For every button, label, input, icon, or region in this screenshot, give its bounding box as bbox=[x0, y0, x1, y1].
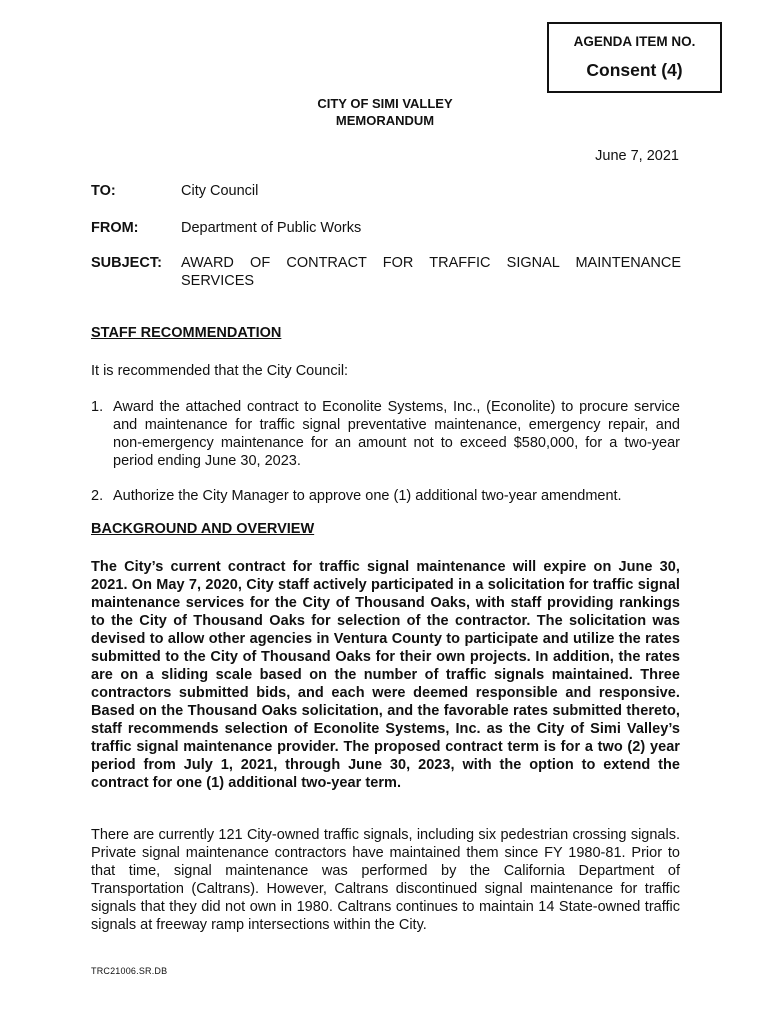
recommendation-item-1 bbox=[91, 398, 680, 470]
agenda-item-box bbox=[547, 22, 722, 93]
to-value: City Council bbox=[181, 183, 259, 199]
list-number: 2. bbox=[91, 488, 104, 504]
to-label: TO: bbox=[91, 183, 116, 199]
background-title: BACKGROUND AND OVERVIEW bbox=[91, 521, 315, 537]
header-memorandum: MEMORANDUM bbox=[335, 113, 435, 128]
list-number: 1. bbox=[91, 399, 104, 415]
agenda-item-label: AGENDA ITEM NO. bbox=[573, 34, 696, 49]
from-label: FROM: bbox=[91, 220, 139, 236]
background-paragraph-1: The City’s current contract for traffic signal maintenance will expire on June 30, 2021. On May 7, 2020, City staff actively participated in a solicitation for traffic signal maintenance services for the City of Thousand Oaks, with staff providing rankings to the City of Thousand Oaks for selection of the contractor. The solicitation was devised to allow other agencies in Ventura County to participate and utilize the rates submitted to the City of Thousand Oaks for their own projects. In addition, the rates are on a sliding scale based on the number of traffic signals maintained. Three contractors submitted bids, and each were deemed responsible and responsive. Based on the Thousand Oaks solicitation, and the favorable rates submitted thereto, staff recommends selection of Econolite Systems, Inc. as the City of Simi Valley’s traffic signal maintenance provider. The proposed contract term is for a two (2) year period from July 1, 2021, through June 30, 2023, with the option to extend the contract for one (1) additional two-year term. bbox=[91, 559, 680, 791]
list-text: Award the attached contract to Econolite Systems, Inc., (Econolite) to procure service and maintenance for traffic signal preventative maintenance, emergency repair, and non-emergency maintenance for an amount not to exceed $580,000, for a two-year period ending June 30, 2023. bbox=[113, 399, 680, 469]
memo-header bbox=[90, 95, 680, 129]
recommendation-intro: It is recommended that the City Council: bbox=[91, 363, 349, 379]
memo-subject-row bbox=[91, 254, 681, 294]
subject-label: SUBJECT: bbox=[91, 255, 162, 271]
subject-value: AWARD OF CONTRACT FOR TRAFFIC SIGNAL MAINTENANCE SERVICES bbox=[181, 255, 681, 289]
header-city: CITY OF SIMI VALLEY bbox=[317, 96, 453, 111]
background-paragraph-2: There are currently 121 City-owned traffic signals, including six pedestrian crossing signals. Private signal maintenance contractors have maintained them since FY 1980-81. Prior to that time, signal maintenance was performed by the California Department of Transportation (Caltrans). However, Caltrans discontinued signal maintenance for traffic signals that they did not own in 1980. Caltrans continues to maintain 14 State-owned traffic signals at freeway ramp intersections within the City. bbox=[91, 827, 680, 933]
document-footer-code: TRC21006.SR.DB bbox=[91, 966, 168, 976]
agenda-item-value: Consent (4) bbox=[586, 60, 683, 80]
from-value: Department of Public Works bbox=[181, 220, 362, 236]
list-text: Authorize the City Manager to approve one (1) additional two-year amendment. bbox=[113, 488, 622, 504]
recommendation-item-2 bbox=[91, 487, 680, 505]
staff-recommendation-title: STAFF RECOMMENDATION bbox=[91, 325, 282, 341]
memo-date: June 7, 2021 bbox=[595, 148, 679, 164]
